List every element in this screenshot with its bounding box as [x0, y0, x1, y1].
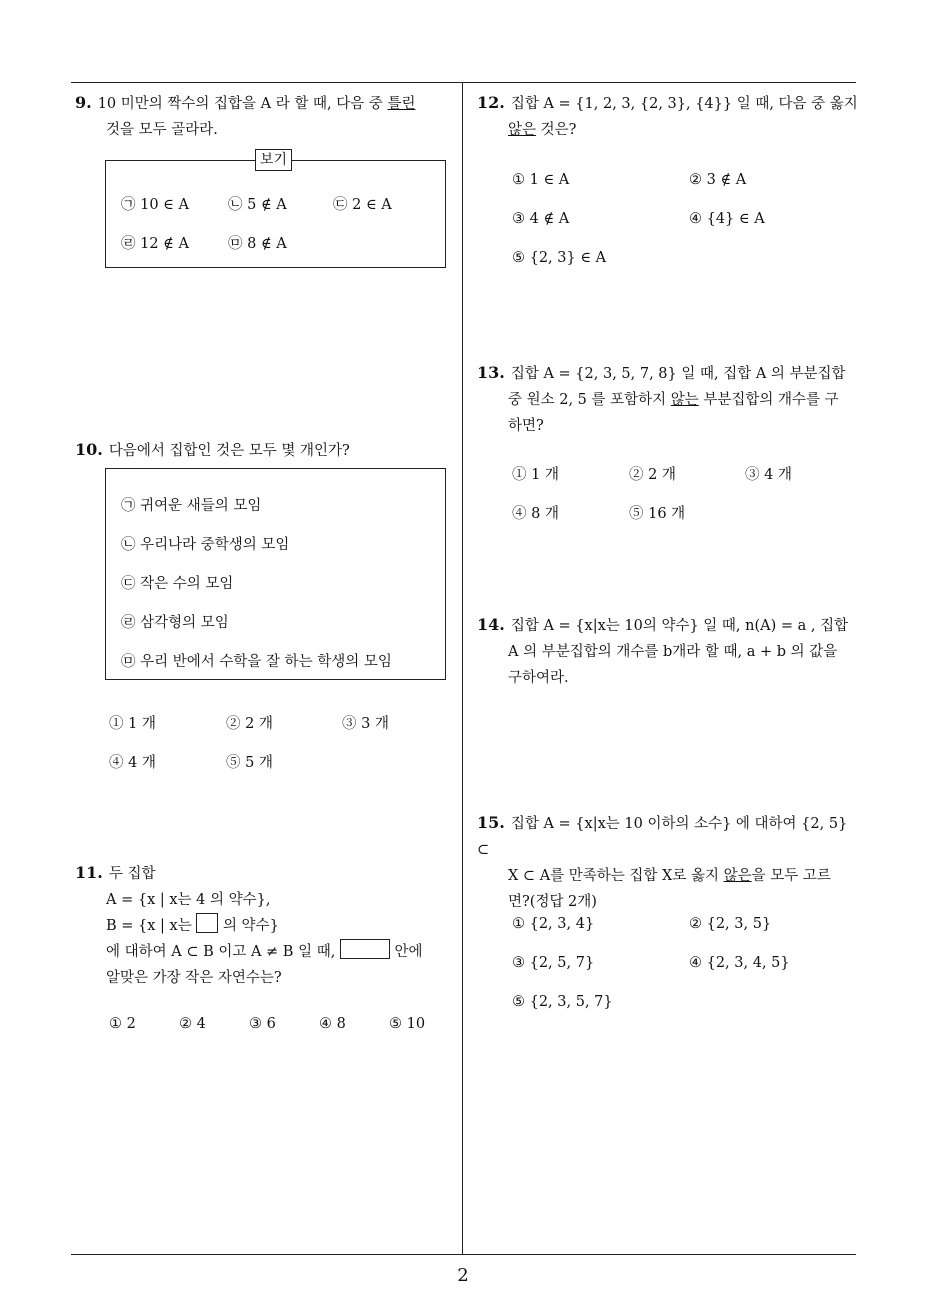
page-number: 2 [457, 1265, 469, 1286]
example-item: ㉢ 2 ∈ A [333, 197, 392, 213]
bottom-rule [71, 1254, 856, 1255]
question-number: 15. [477, 813, 505, 832]
answer-choice: ⑤ 10 [389, 1016, 426, 1032]
answer-choice: ② {2, 3, 5} [689, 916, 772, 932]
answer-choice: ① 1 개 [109, 716, 156, 732]
answer-choice: ③ {2, 5, 7} [512, 955, 595, 971]
answer-choice: ① 1 ∈ A [512, 172, 570, 188]
example-item: ㉡ 5 ∉ A [228, 197, 287, 213]
answer-choice: ⑤ {2, 3, 5, 7} [512, 994, 613, 1010]
example-box-label: 보기 [255, 149, 292, 171]
statement-item: ㉡ 우리나라 중학생의 모임 [121, 537, 290, 553]
answer-choice: ③ 4 개 [745, 467, 792, 483]
emphasis-underline: 않는 [670, 392, 699, 408]
answer-choice: ④ {2, 3, 4, 5} [689, 955, 790, 971]
blank-box [196, 913, 218, 933]
column-divider [462, 82, 463, 1254]
answer-choice: ① 1 개 [512, 467, 559, 483]
question-number: 9. [75, 93, 92, 112]
question-text-cont: 알맞은 가장 작은 자연수는? [106, 970, 282, 986]
example-item: ㉤ 8 ∉ A [228, 236, 287, 252]
set-definition-a: A = {x | x는 4 의 약수}, [106, 892, 271, 908]
answer-choice: ② 3 ∉ A [689, 172, 747, 188]
answer-choice: ① 2 [109, 1016, 136, 1032]
example-item: ㉠ 10 ∈ A [121, 197, 189, 213]
question-text-cont: 면?(정답 2개) [508, 894, 597, 910]
answer-choice: ① {2, 3, 4} [512, 916, 595, 932]
question-12 [477, 90, 862, 143]
question-11 [75, 860, 460, 991]
question-text: 10 미만의 짝수의 집합을 A 라 할 때, 다음 중 [97, 96, 388, 112]
top-rule [71, 82, 856, 83]
answer-choice: ⑤ {2, 3} ∈ A [512, 250, 607, 266]
question-text: 집합 A = {2, 3, 5, 7, 8} 일 때, 집합 A 의 부분집합 [510, 366, 846, 382]
statement-item: ㉢ 작은 수의 모임 [121, 576, 234, 592]
question-text: 두 집합 [108, 866, 156, 882]
emphasis-underline: 틀린 [387, 96, 416, 112]
answer-choice: ③ 4 ∉ A [512, 211, 570, 227]
question-text: 집합 A = {x|x는 10 이하의 소수} 에 대하여 {2, 5} ⊂ [477, 816, 848, 858]
question-15: 15. 집합 A = {x|x는 10 이하의 소수} 에 대하여 {2, 5} ⊂ X ⊂ A를 만족하는 집합 X로 옳지 않은을 모두 고르 면?(정답 2개) [477, 810, 862, 915]
emphasis-underline: 않은 [508, 122, 537, 138]
statement-item: ㉠ 귀여운 새들의 모임 [121, 498, 262, 514]
answer-choice: ② 2 개 [629, 467, 676, 483]
answer-choice: ② 2 개 [226, 716, 273, 732]
answer-choice: ⑤ 5 개 [226, 755, 273, 771]
question-text-cont: 것을 모두 골라라. [106, 122, 218, 138]
answer-choice: ⑤ 16 개 [629, 506, 686, 522]
answer-choice: ④ 8 [319, 1016, 346, 1032]
statement-item: ㉤ 우리 반에서 수학을 잘 하는 학생의 모임 [121, 654, 392, 670]
example-item: ㉣ 12 ∉ A [121, 236, 189, 252]
question-text-cont: A 의 부분집합의 개수를 b개라 할 때, a + b 의 값을 [508, 644, 838, 660]
question-text: 집합 A = {1, 2, 3, {2, 3}, {4}} 일 때, 다음 중 옳지 [510, 96, 858, 112]
answer-choice: ④ {4} ∈ A [689, 211, 765, 227]
question-13: 13. 집합 A = {2, 3, 5, 7, 8} 일 때, 집합 A 의 부분집합 중 원소 2, 5 를 포함하지 않는 부분집합의 개수를 구 하면? [477, 360, 862, 439]
answer-choice: ③ 3 개 [342, 716, 389, 732]
question-text: 다음에서 집합인 것은 모두 몇 개인가? [108, 443, 350, 459]
answer-choice: ② 4 [179, 1016, 206, 1032]
question-10 [75, 437, 460, 464]
question-text: 집합 A = {x|x는 10의 약수} 일 때, n(A) = a , 집합 [510, 618, 849, 634]
question-9 [75, 90, 460, 143]
statement-item: ㉣ 삼각형의 모임 [121, 615, 229, 631]
question-text-cont: 하면? [508, 418, 544, 434]
question-14 [477, 612, 862, 691]
question-condition: 에 대하여 A ⊂ B 이고 A ≠ B 일 때, 안에 [75, 939, 460, 965]
blank-box-wide [340, 939, 390, 959]
question-number: 14. [477, 615, 505, 634]
question-number: 10. [75, 440, 103, 459]
question-number: 13. [477, 363, 505, 382]
answer-choice: ④ 8 개 [512, 506, 559, 522]
answer-choice: ③ 6 [249, 1016, 276, 1032]
question-number: 12. [477, 93, 505, 112]
emphasis-underline: 않은 [723, 868, 752, 884]
set-definition-b: B = {x | x는 의 약수} [75, 913, 460, 939]
question-text-cont: 것은? [536, 122, 577, 138]
question-text-cont: 구하여라. [508, 670, 569, 686]
answer-choice: ④ 4 개 [109, 755, 156, 771]
question-number: 11. [75, 863, 103, 882]
